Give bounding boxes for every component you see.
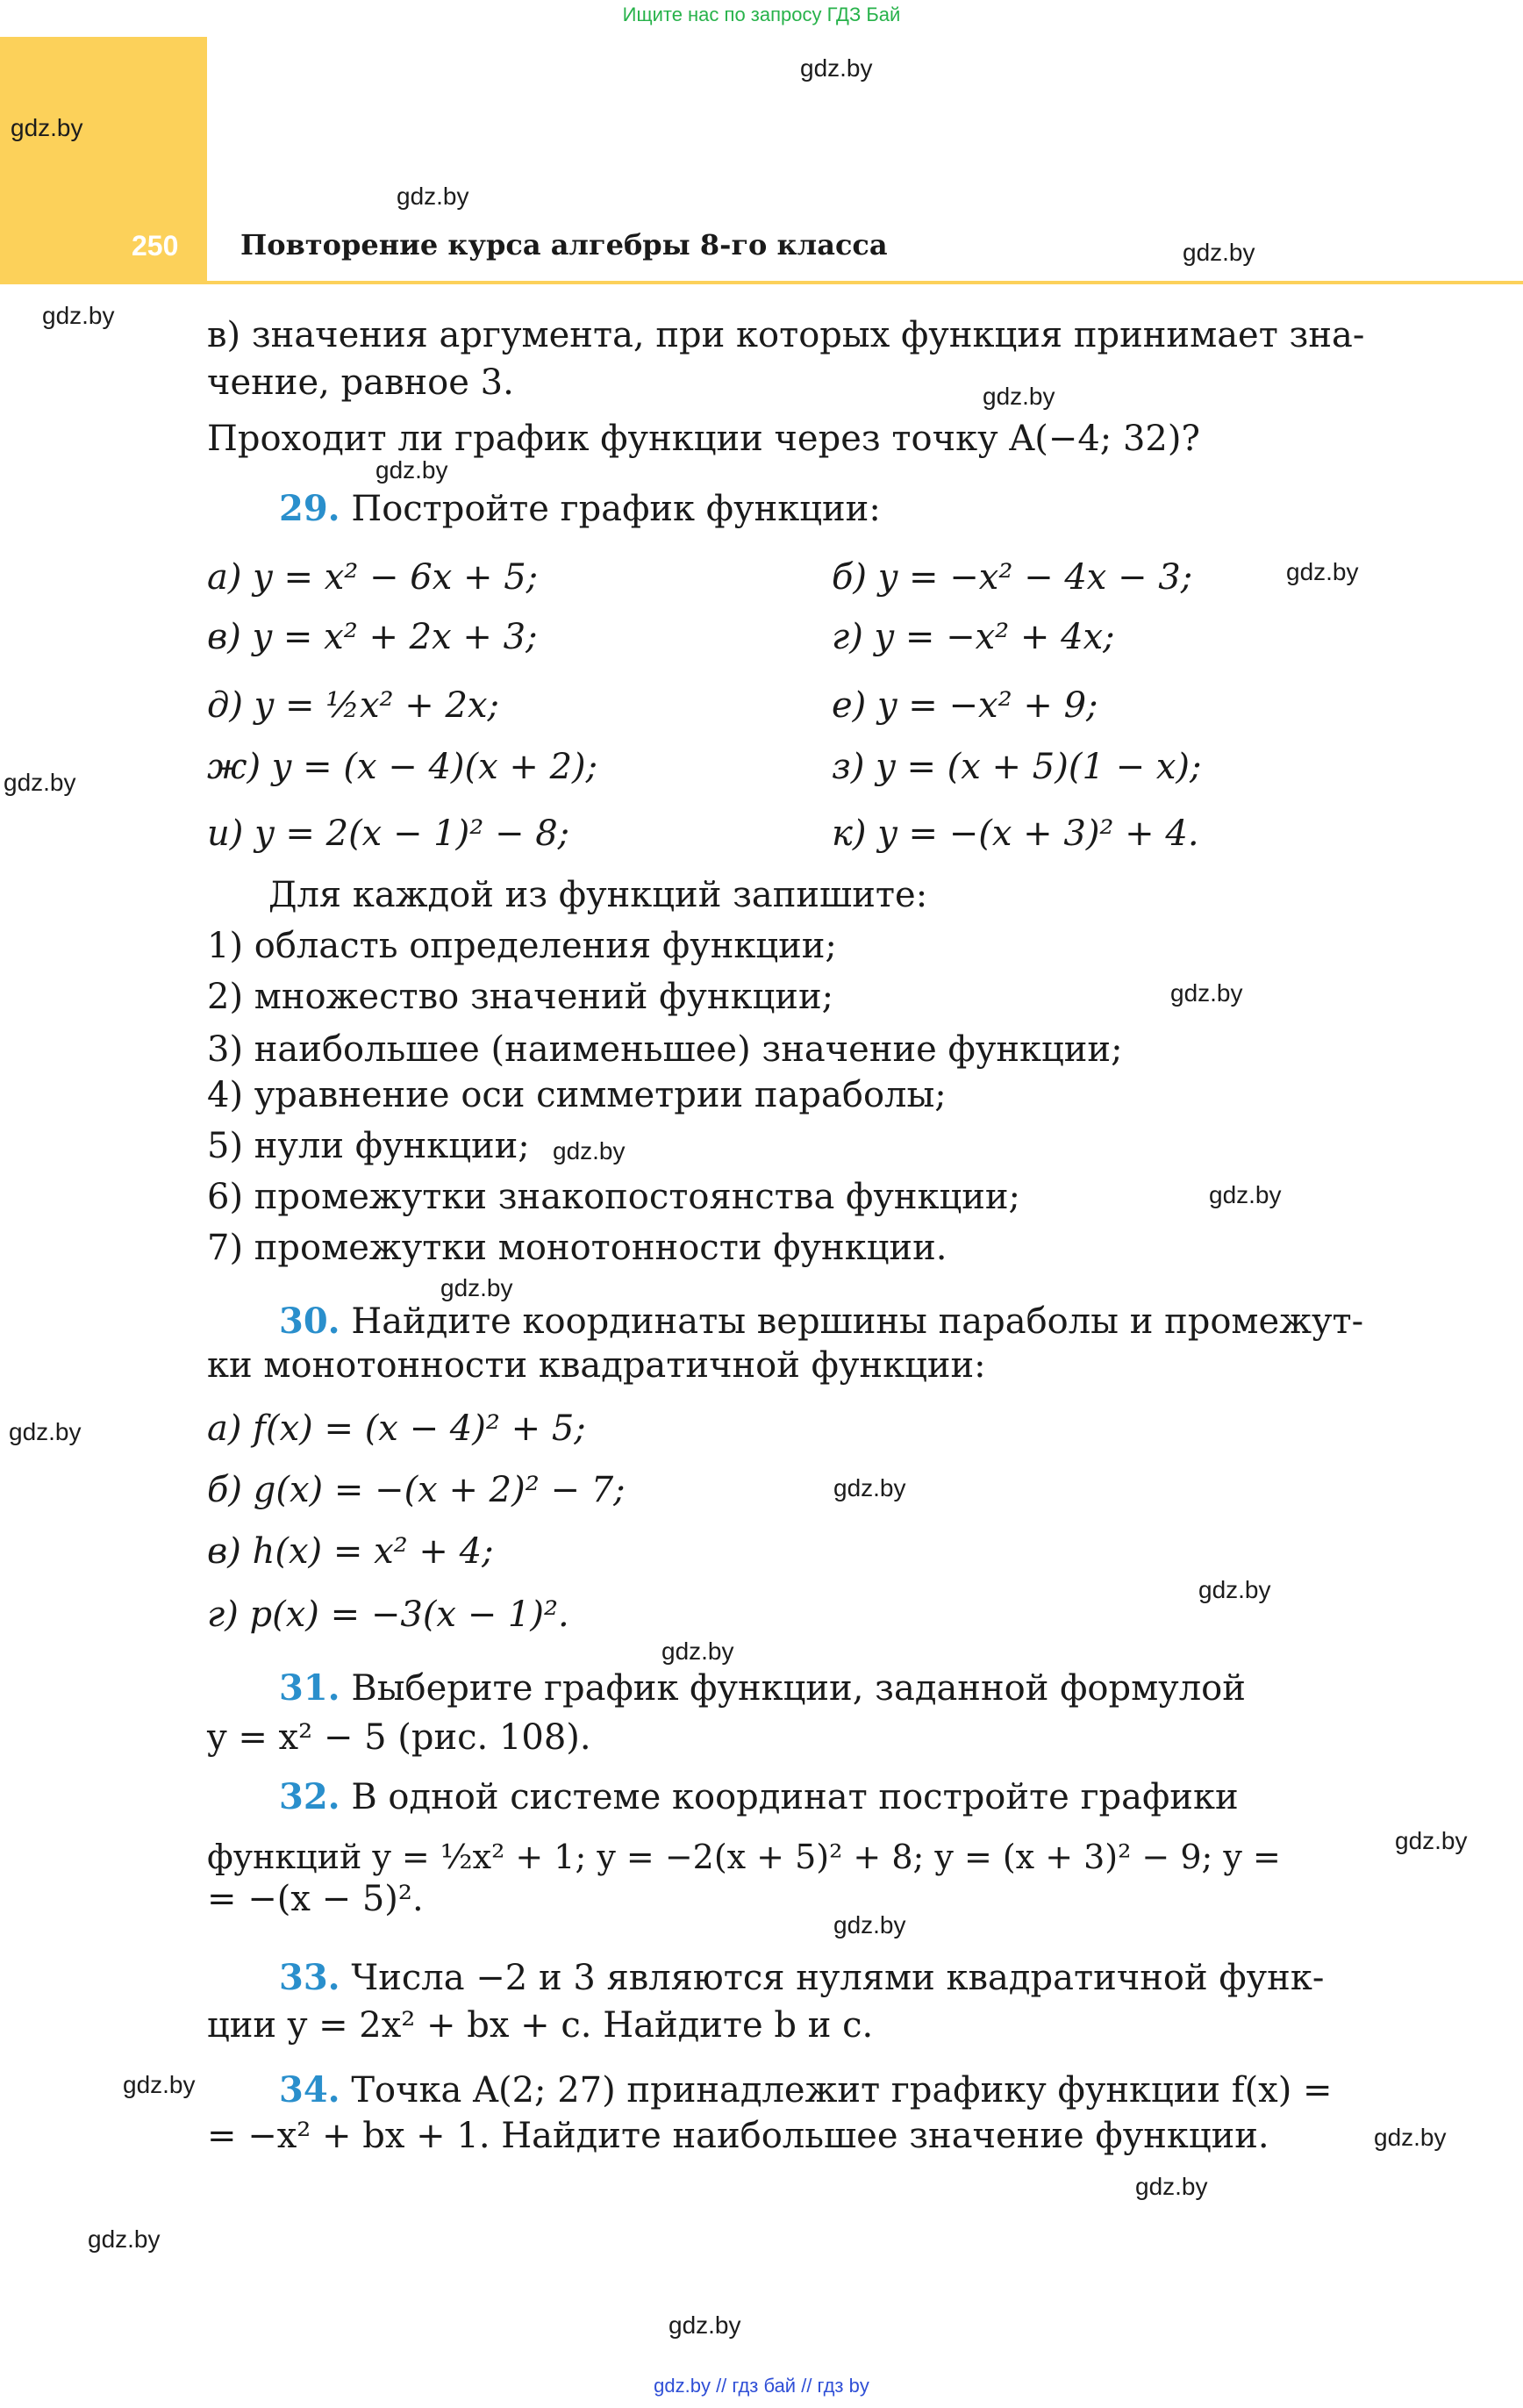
watermark: gdz.by — [11, 114, 83, 141]
task-30-line — [279, 1299, 1363, 1344]
footer-links[interactable]: gdz.by // гдз бай // гдз by — [654, 2375, 869, 2397]
formula-item: г) p(x) = −3(x − 1)². — [207, 1595, 569, 1635]
list-item: 2) множество значений функции; — [207, 977, 834, 1017]
formula-item: е) y = −x² + 9; — [832, 685, 1098, 726]
task-number: 34. — [279, 2069, 340, 2111]
watermark: gdz.by — [42, 302, 115, 329]
formula-item: в) h(x) = x² + 4; — [207, 1531, 494, 1572]
task-number: 30. — [279, 1301, 340, 1342]
task-34-line — [279, 2068, 1333, 2113]
task-29-title — [279, 486, 881, 532]
task-34-line: = −x² + bx + 1. Найдите наибольшее значение функции. — [207, 2116, 1269, 2156]
task-33-line: ции y = 2x² + bx + c. Найдите b и c. — [207, 2005, 874, 2046]
task-31-line: y = x² − 5 (рис. 108). — [207, 1717, 591, 1758]
list-item: 7) промежутки монотонности функции. — [207, 1228, 947, 1268]
list-item: 5) нули функции; — [207, 1126, 530, 1166]
task-29-subtitle: Для каждой из функций запишите: — [268, 875, 928, 915]
header-title: Повторение курса алгебры 8-го класса — [240, 228, 888, 262]
formula-item: б) y = −x² − 4x − 3; — [832, 557, 1193, 598]
watermark: gdz.by — [375, 456, 448, 484]
list-item: 6) промежутки знакопостоянства функции; — [207, 1177, 1021, 1217]
watermark: gdz.by — [1395, 1827, 1468, 1854]
watermark: gdz.by — [1135, 2173, 1208, 2200]
watermark: gdz.by — [661, 1638, 734, 1665]
list-item: 4) уравнение оси симметрии параболы; — [207, 1075, 947, 1115]
watermark: gdz.by — [669, 2311, 741, 2339]
page-number: 250 — [132, 230, 179, 262]
formula-item: а) f(x) = (x − 4)² + 5; — [207, 1408, 586, 1449]
task-32-line — [279, 1774, 1239, 1820]
formula-item: и) y = 2(x − 1)² − 8; — [207, 813, 570, 854]
intro-line: в) значения аргумента, при которых функция принимает зна- — [207, 315, 1365, 355]
watermark: gdz.by — [9, 1418, 82, 1445]
top-banner[interactable]: Ищите нас по запросу ГДЗ Бай — [622, 4, 901, 25]
watermark: gdz.by — [1374, 2124, 1447, 2151]
intro-line: чение, равное 3. — [207, 362, 514, 403]
list-item: 1) область определения функции; — [207, 926, 837, 966]
list-item: 3) наибольшее (наименьшее) значение функции; — [207, 1029, 1123, 1070]
watermark: gdz.by — [123, 2071, 196, 2098]
task-text: Выберите график функции, заданной формулой — [351, 1668, 1246, 1709]
header-rule — [207, 281, 1523, 284]
task-text: Постройте график функции: — [351, 489, 881, 529]
formula-item: г) y = −x² + 4x; — [832, 617, 1115, 657]
formula-item: ж) y = (x − 4)(x + 2); — [207, 747, 598, 787]
task-number: 31. — [279, 1667, 340, 1709]
watermark: gdz.by — [833, 1911, 906, 1939]
watermark: gdz.by — [1170, 979, 1243, 1007]
watermark: gdz.by — [553, 1137, 626, 1165]
watermark: gdz.by — [833, 1474, 906, 1501]
formula-item: з) y = (x + 5)(1 − x); — [832, 747, 1202, 787]
task-number: 32. — [279, 1776, 340, 1817]
task-text: Числа −2 и 3 являются нулями квадратичной функ- — [351, 1958, 1325, 1998]
task-text: Точка A(2; 27) принадлежит графику функции f(x) = — [351, 2070, 1333, 2111]
watermark: gdz.by — [1198, 1576, 1271, 1603]
watermark: gdz.by — [800, 54, 873, 82]
task-number: 33. — [279, 1957, 340, 1998]
watermark: gdz.by — [397, 183, 469, 210]
formula-item: д) y = ½x² + 2x; — [207, 685, 500, 726]
formula-item: а) y = x² − 6x + 5; — [207, 557, 539, 598]
formula-item: в) y = x² + 2x + 3; — [207, 617, 538, 657]
task-33-line — [279, 1955, 1324, 2001]
watermark: gdz.by — [983, 383, 1055, 410]
watermark: gdz.by — [4, 769, 76, 796]
task-31-line — [279, 1666, 1246, 1711]
watermark: gdz.by — [1183, 239, 1255, 266]
task-32-line: функций y = ½x² + 1; y = −2(x + 5)² + 8; y = (x + 3)² − 9; y = — [207, 1838, 1281, 1876]
watermark: gdz.by — [1209, 1181, 1282, 1208]
watermark: gdz.by — [440, 1274, 513, 1301]
formula-item: б) g(x) = −(x + 2)² − 7; — [207, 1470, 626, 1510]
watermark: gdz.by — [1286, 558, 1359, 585]
task-32-line: = −(x − 5)². — [207, 1879, 424, 1919]
formula-item: к) y = −(x + 3)² + 4. — [832, 813, 1199, 854]
task-30-line: ки монотонности квадратичной функции: — [207, 1345, 986, 1386]
task-text: Найдите координаты вершины параболы и промежут- — [351, 1301, 1364, 1342]
task-text: В одной системе координат постройте графики — [351, 1777, 1239, 1817]
task-number: 29. — [279, 488, 340, 529]
intro-line: Проходит ли график функции через точку A(−4; 32)? — [207, 419, 1200, 459]
watermark: gdz.by — [88, 2225, 161, 2253]
